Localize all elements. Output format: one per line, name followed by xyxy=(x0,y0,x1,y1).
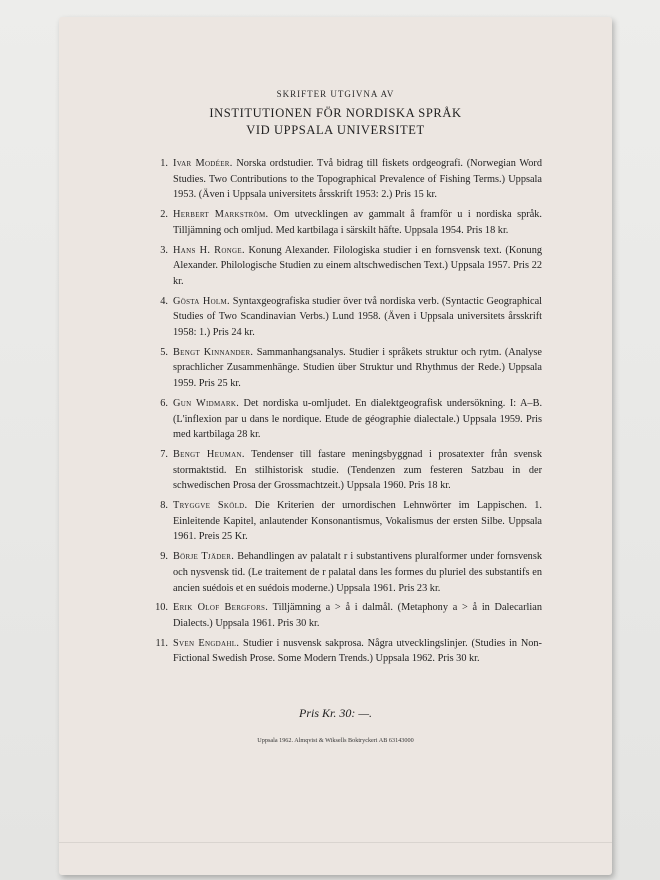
publication-entry-5 xyxy=(150,345,542,392)
entry-text: Tendenser till fastare meningsbyggnad i prosatexter från svensk stormaktstid. En stilhistorisk studie. (Tendenzen zum festeren Satzbau in der schwedischen Prosa der Grossmachtzeit.) Uppsala 1960. Pris 18 kr. xyxy=(173,448,542,492)
entry-number: 6. xyxy=(160,397,168,409)
entry-number: 9. xyxy=(160,551,168,563)
entry-number: 2. xyxy=(160,209,168,221)
entry-number: 8. xyxy=(160,500,168,512)
entry-author: Tryggve Sköld. xyxy=(173,500,248,512)
entry-number: 11. xyxy=(155,637,168,649)
entry-text: Die Kriterien der urnordischen Lehnwörter im Lappischen. 1. Einleitende Kapitel, anlautender Konsonantismus, Vokalismus der ersten Silbe. Uppsala 1961. Preis 25 Kr. xyxy=(173,500,542,543)
entry-author: Herbert Markström. xyxy=(173,209,269,221)
entry-author: Börje Tjäder. xyxy=(173,551,235,563)
entry-number: 4. xyxy=(160,295,168,307)
publication-entry-2 xyxy=(150,207,542,238)
entry-text: Om utvecklingen av gammalt å framför u i nordiska språk. Tilljämning och omljud. Med kartbilaga i särskilt häfte. Uppsala 1954. Pris 18 kr. xyxy=(173,209,543,236)
entry-number: 7. xyxy=(160,448,168,460)
series-pre-title: SKRIFTER UTGIVNA AV xyxy=(276,89,395,99)
entry-author: Ivar Modéer. xyxy=(173,158,233,169)
publication-entry-6 xyxy=(150,396,542,443)
publication-entry-3 xyxy=(150,243,542,290)
entry-author: Sven Engdahl. xyxy=(173,637,240,649)
entry-text: Sammanhangsanalys. Studier i språkets struktur och rytm. (Analyse sprachlicher Zusammenhänge. Studien über Struktur und Rhythmus der Rede.) Uppsala 1959. Pris 25 kr. xyxy=(173,346,542,390)
entry-text: Konung Alexander. Filologiska studier i en fornsvensk text. (Konung Alexander. Philologische Studien zu einem altschwedischen Text.) Uppsala 1957. Pris 22 kr. xyxy=(173,244,542,287)
publication-entry-11 xyxy=(150,636,542,667)
entry-text: Norska ordstudier. Två bidrag till fiskets ordgeografi. (Norwegian Word Studies. Two Contributions to the Topographical Prevalence of Fishing Terms.) Uppsala 1953. (Även i Uppsala universitets årsskrift 1953: 2.) Pris 15 kr. xyxy=(173,158,542,201)
entry-number: 10. xyxy=(155,602,168,614)
entry-text: Behandlingen av palatalt r i substantivens pluralformer under fornsvensk och nysvensk tid. (Le traitement de r palatal dans les formes du pluriel des substantifs en ancien suédois et en suédois moderne.) Uppsala 1961. Pris 23 kr. xyxy=(173,551,542,594)
entry-text: Tilljämning a > å i dalmål. (Metaphony a > å in Dalecarlian Dialects.) Uppsala 1961. Pris 30 kr. xyxy=(173,602,542,629)
entry-author: Bengt Heuman. xyxy=(173,448,245,460)
printer-imprint: Uppsala 1962. Almqvist & Wiksells Boktryckeri AB 63143000 xyxy=(257,737,414,744)
entry-text: Studier i nusvensk sakprosa. Några utvecklingslinjer. (Studies in Non-Fictional Swedish Prose. Some Modern Trends.) Uppsala 1962. Pris 30 kr. xyxy=(173,637,542,665)
publication-entry-4 xyxy=(150,294,542,341)
institution-title-line-2: VID UPPSALA UNIVERSITET xyxy=(246,123,425,137)
entry-text: Syntaxgeografiska studier över två nordiska verb. (Syntactic Geographical Studies of Two Scandinavian Verbs.) Lund 1958. (Även i Uppsala universitets årsskrift 1958: 1.) Pris 24 kr. xyxy=(173,295,543,339)
institution-title-line-1: INSTITUTIONEN FÖR NORDISKA SPRÅK xyxy=(209,106,462,120)
entry-author: Bengt Kinnander. xyxy=(173,346,254,358)
publication-entry-1 xyxy=(150,156,542,203)
price-line: Pris Kr. 30: —. xyxy=(298,706,372,720)
entry-number: 5. xyxy=(160,346,168,358)
entry-number: 3. xyxy=(160,244,168,256)
publication-list xyxy=(150,156,542,671)
entry-author: Gun Widmark. xyxy=(173,397,240,409)
publication-entry-10 xyxy=(150,600,542,631)
entry-number: 1. xyxy=(160,158,168,169)
entry-author: Hans H. Ronge. xyxy=(173,244,245,256)
entry-author: Gösta Holm. xyxy=(173,295,230,307)
publication-entry-9 xyxy=(150,549,542,596)
publication-entry-8 xyxy=(150,498,542,545)
publication-entry-7 xyxy=(150,447,542,494)
entry-author: Erik Olof Bergfors. xyxy=(173,602,269,614)
entry-text: Det nordiska u-omljudet. En dialektgeografisk undersökning. I: A–B. (L'inflexion par u dans le nordique. Etude de géographie dialectale.) Uppsala 1959. Pris med kartbilaga 28 kr. xyxy=(173,397,543,441)
page-fold-line xyxy=(59,842,612,843)
